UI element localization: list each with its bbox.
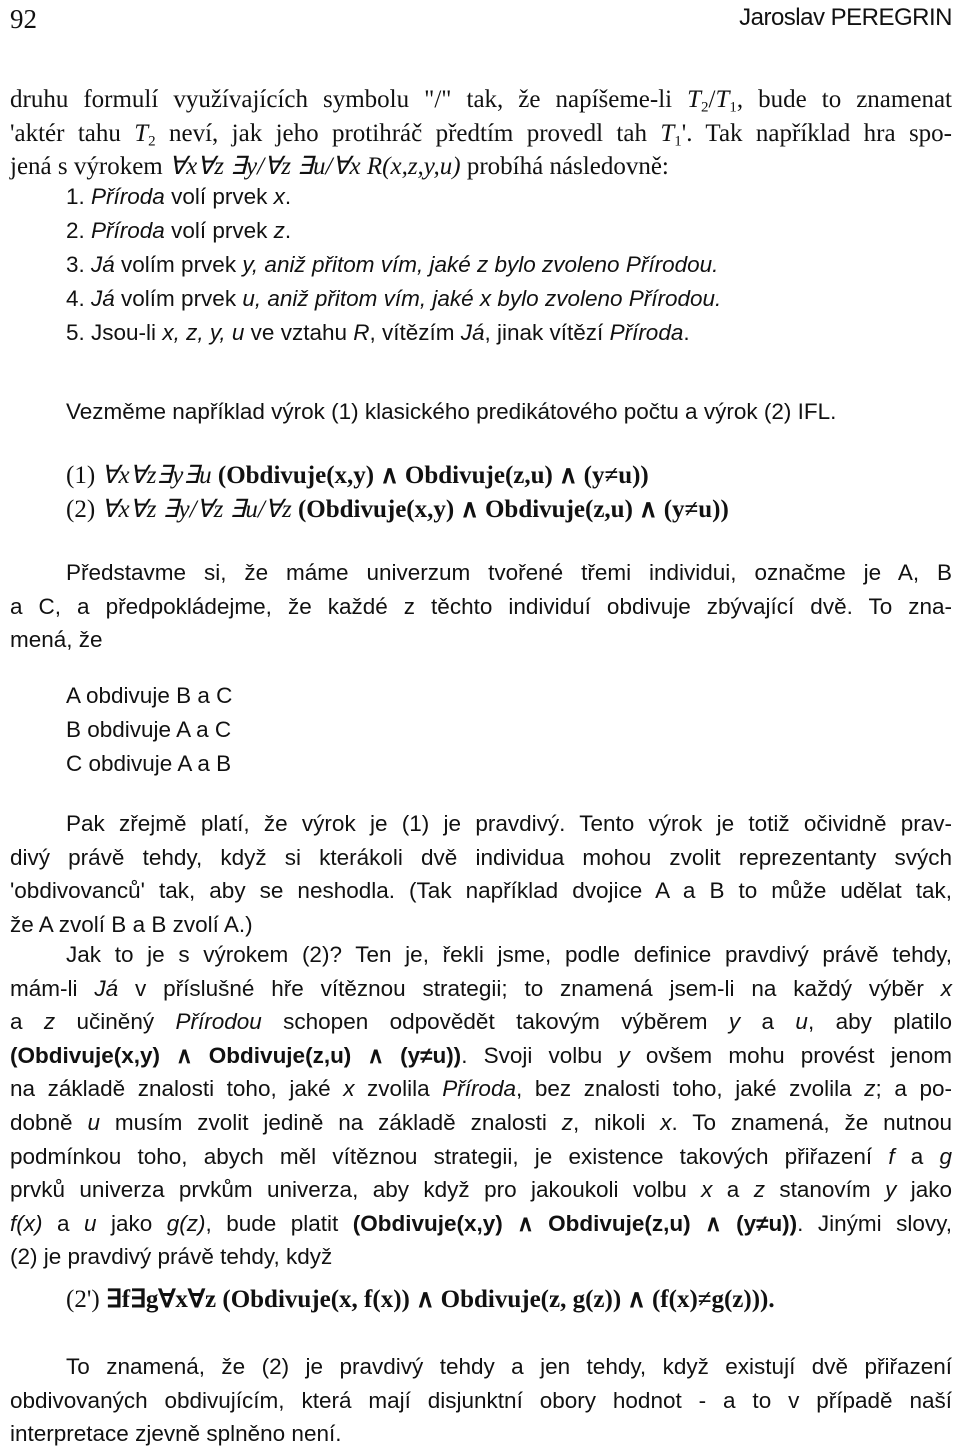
para-truth-2: Jak to je s výrokem (2)? Ten je, řekli jsme, podle definice pravdivý právě tehdy, mám-li Já v příslušné hře vítěznou strategii; to znamená jsem-li na každý výběr x a z učiněný Přírodou schopen odpovědět takovým výběrem y a u, aby platilo (Obdivuje(x,y) ∧ Obdivuje(z,u) ∧ (y≠u)). Svoji volbu y ovšem mohu provést jenom na základě znalosti toho, jaké x zvolila Příroda, bez znalosti toho, jaké zvolila z; a po- dobně u musím zvolit jedině na základě znalosti z, nikoli x. To znamená, že nutnou podmínkou toho, abych měl vítěznou strategii, je existence takových přiřazení f a g prvků univerza prvkům univerza, aby když pro jakoukoli volbu x a z stanovím y jako f(x) a u jako g(z), bude platit (Obdivuje(x,y) ∧ Obdivuje(z,u) ∧ (y≠u)). Jinými slovy, (2) je pravdivý právě tehdy, když (10, 942, 953, 1270)
game-steps-list (66, 180, 946, 350)
intro-line-1: druhu formulí využívajících symbolu "/" tak, že napíšeme-li $T_2/T_1$, bude to znamenat (10, 86, 952, 116)
admiration-relations (66, 679, 232, 781)
list-item: 5. Jsou-li x, z, y, u ve vztahu R, vítězím Já, jinak vítězí Příroda. (66, 320, 690, 345)
formula-2-prime: (2') ∃f∃g∀x∀z (Obdivuje(x, f(x)) ∧ Obdivuje(z, g(z)) ∧ (f(x)≠g(z))). (66, 1286, 775, 1313)
formula-1: (1) ∀x∀z∃y∃u (Obdivuje(x,y) ∧ Obdivuje(z,u) ∧ (y≠u)) (66, 462, 649, 489)
para-universe: Představme si, že máme univerzum tvořené třemi individui, označme je A, B a C, a předpokládejme, že každé z těchto individuí obdivuje zbývající dvě. To zna- mená, že (10, 560, 952, 653)
para-conclusion: To znamená, že (2) je pravdivý tehdy a jen tehdy, když existují dvě přiřazení obdivovaných obdivujícím, která mají disjunktní obory hodnot - a to v případě naší interpretace zjevně splněno není. (10, 1354, 952, 1447)
formula-block (66, 459, 952, 526)
intro-paragraph (10, 83, 952, 184)
intro-line-3: jená s výrokem ∀x∀z ∃y/∀z ∃u/∀x R(x,z,y,u) probíhá následovně: (10, 153, 669, 181)
relation-line: A obdivuje B a C (66, 683, 233, 708)
list-item: 4. Já volím prvek u, aniž přitom vím, jaké x bylo zvoleno Přírodou. (66, 286, 722, 311)
running-author: Jaroslav PEREGRIN (739, 4, 952, 31)
intro-line-2: 'aktér tahu $T_2$ neví, jak jeho protihráč předtím provedl tah $T_1'$. Tak například hra spo- (10, 119, 953, 150)
list-item: 2. Příroda volí prvek z. (66, 218, 292, 243)
relation-line: C obdivuje A a B (66, 751, 232, 776)
relation-line: B obdivuje A a C (66, 717, 232, 742)
formula-2: (2) ∀x∀z ∃y/∀z ∃u/∀z (Obdivuje(x,y) ∧ Obdivuje(z,u) ∧ (y≠u)) (66, 495, 729, 523)
para-example-intro: Vezměme například výrok (1) klasického predikátového počtu a výrok (2) IFL. (66, 399, 837, 424)
page-number: 92 (10, 4, 37, 34)
running-header (10, 4, 952, 38)
list-item: 3. Já volím prvek y, aniž přitom vím, jaké z bylo zvoleno Přírodou. (66, 252, 719, 277)
para-truth-1: Pak zřejmě platí, že výrok je (1) je pravdivý. Tento výrok je totiž očividně prav- divý právě tehdy, když si kterákoli dvě individua mohou zvolit reprezentanty svých 'obdivovanců' tak, aby se neshodla. (Tak například dvojice A a B to může udělat tak, že A zvolí B a B zvolí A.) (10, 811, 952, 937)
list-item: 1. Příroda volí prvek x. (66, 184, 292, 209)
game-formula: ∀x∀z ∃y/∀z ∃u/∀x R(x,z,y,u) (168, 153, 461, 181)
